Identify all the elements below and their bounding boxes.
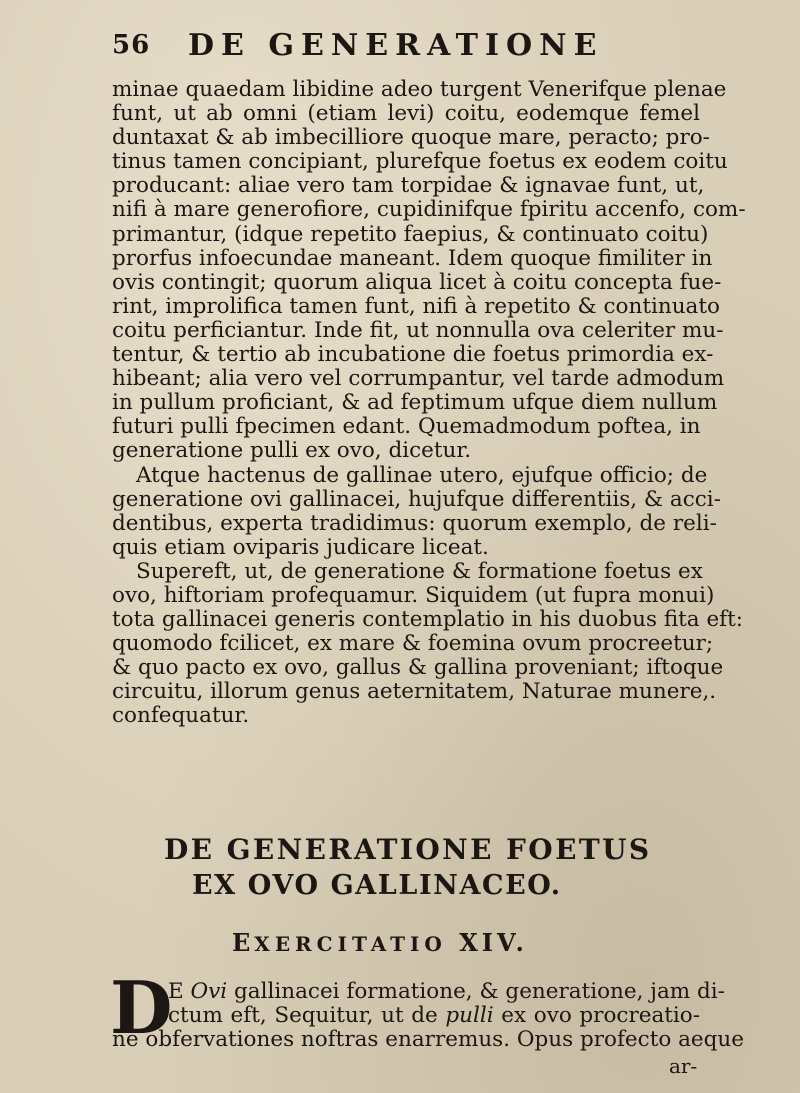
italic-word: pulli [445,1003,494,1028]
text-line [168,1004,700,1028]
exercitatio-word: XERCITATIO [254,932,447,956]
text-fragment: E [168,979,191,1004]
text-line: quomodo fcilicet, ex mare & foemina ovum procreetur; [112,631,714,657]
text-line: nifi à mare generofiore, cupidinifque fpiritu accenfo, com- [112,197,746,223]
text-line: generatione pulli ex ovo, dicetur. [112,438,472,464]
text-line: ne obfervationes noftras enarremus. Opus profecto aeque [112,1027,744,1052]
text-line: tinus tamen concipiant, plurefque foetus ex eodem coitu [112,149,728,175]
paragraph-1 [112,77,746,464]
text-line: tota gallinacei generis contemplatio in his duobus fita eft: [112,607,744,633]
text-line: & quo pacto ex ovo, gallus & gallina proveniant; iftoque [112,655,724,681]
italic-word: Ovi [190,979,228,1004]
text-line: dentibus, experta tradidimus: quorum exemplo, de reli- [112,510,717,536]
exercitatio-initial: E [232,928,255,957]
text-fragment: ex ovo procreatio- [493,1003,700,1028]
text-fragment: ctum eft, Sequitur, ut de [168,1003,446,1028]
catchword: ar- [669,1054,698,1078]
text-line: ovo, hiftoriam profequamur. Siquidem (ut fupra monui) [112,582,715,608]
text-line: funt, ut ab omni (etiam levi) coitu, eodemque femel [112,101,700,127]
text-line: futuri pulli fpecimen edant. Quemadmodum poftea, in [112,414,701,440]
final-paragraph-full [112,1027,744,1052]
text-line [168,979,725,1004]
text-fragment: gallinacei formatione, & generatione, jam di- [227,979,725,1004]
text-line: rint, improlifica tamen funt, nifi à repetito & continuato [112,293,720,319]
final-paragraph-indented [168,979,725,1028]
text-line: ovis contingit; quorum aliqua licet à coitu concepta fue- [112,269,722,295]
text-line: primantur, (idque repetito faepius, & continuato coitu) [112,221,709,247]
text-line: prorfus infoecundae maneant. Idem quoque fimiliter in [112,245,713,271]
text-line: hibeant; alia vero vel corrumpantur, vel tarde admodum [112,366,725,392]
text-line: Atque hactenus de gallinae utero, ejufque officio; de [136,462,708,488]
text-line: generatione ovi gallinacei, hujufque differentiis, & acci- [112,486,721,512]
running-title: DE GENERATIONE [188,28,604,63]
page-number: 56 [112,30,151,60]
exercitatio-heading [232,928,528,957]
section-title: DE GENERATIONE FOETUS [164,833,652,866]
section-subtitle: EX OVO GALLINACEO. [192,870,562,901]
exercitatio-number: XIV. [459,928,528,957]
text-line: duntaxat & ab imbecilliore quoque mare, peracto; pro- [112,125,710,151]
page-header [112,20,712,66]
drop-cap: D [110,965,173,1050]
paragraph-2 [112,462,721,560]
text-line: minae quaedam libidine adeo turgent Venerifque plenae [112,77,727,102]
text-line: in pullum proficiant, & ad feptimum ufque diem nullum [112,390,718,416]
text-line: quis etiam oviparis judicare liceat. [112,534,489,560]
text-line: confequatur. [112,703,250,729]
body-text [112,77,746,729]
paragraph-3 [112,558,744,729]
text-line: Supereft, ut, de generatione & formatione foetus ex [136,558,703,584]
text-line: coitu perficiantur. Inde fit, ut nonnulla ova celeriter mu- [112,317,724,343]
text-line: producant: aliae vero tam torpidae & ignavae funt, ut, [112,173,705,199]
text-line: tentur, & tertio ab incubatione die foetus primordia ex- [112,342,714,368]
text-line: circuitu, illorum genus aeternitatem, Naturae munere,. [112,679,717,705]
